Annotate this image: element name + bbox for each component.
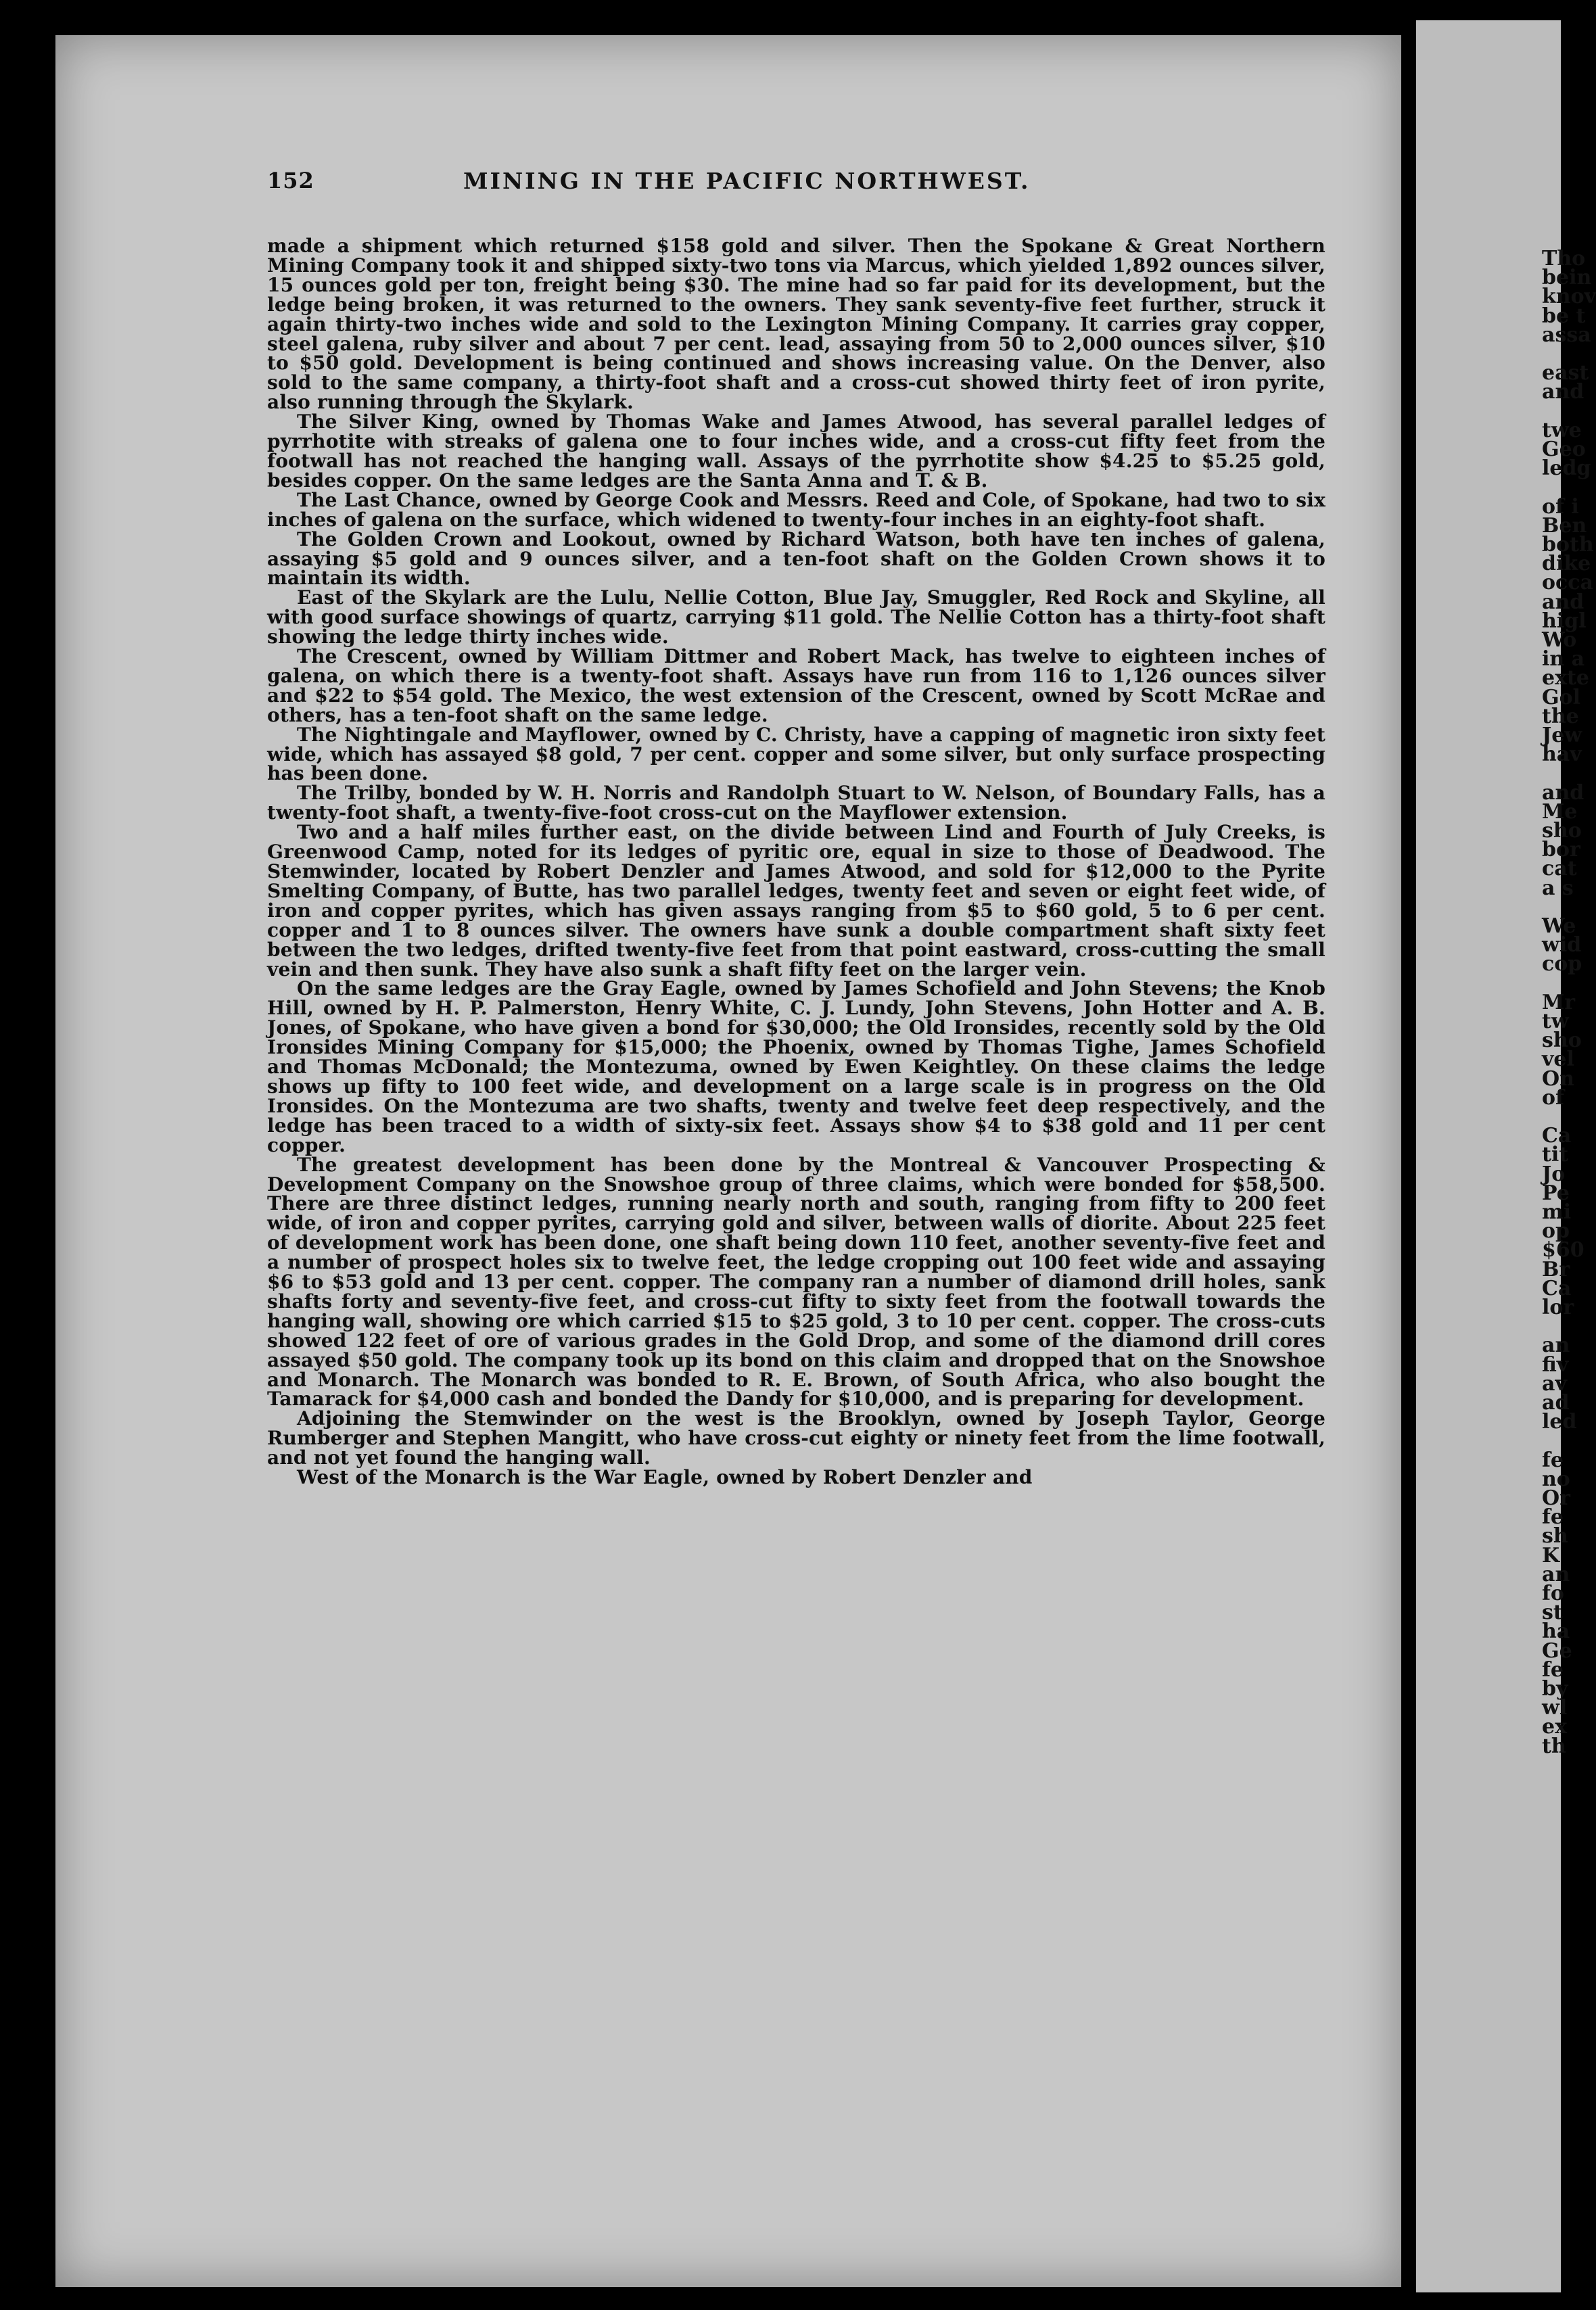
next-page-fragment: a s <box>1542 876 1574 900</box>
next-page-fragment: ad <box>1542 1391 1570 1415</box>
next-page-fragment: $60 <box>1542 1238 1585 1263</box>
next-page-fragment: and <box>1542 380 1585 404</box>
next-page-fragment: both <box>1542 533 1594 557</box>
next-page-fragment: knov <box>1542 285 1596 309</box>
next-page-fragment: vel <box>1542 1047 1574 1072</box>
paragraph: The Last Chance, owned by George Cook and Messrs. Reed and Cole, of Spokane, had two to six inches of galena on the surface, which widened to twenty-four inches in an eighty-foot shaft. <box>267 488 1325 531</box>
next-page-fragment: higl <box>1542 609 1587 633</box>
next-page-fragment: Jo <box>1542 1162 1566 1186</box>
next-page-fragment: cat <box>1542 857 1577 881</box>
next-page-fragment: Wo <box>1542 628 1577 652</box>
next-page-fragment: of <box>1542 1085 1564 1110</box>
next-page-fragment: Ca <box>1542 1124 1572 1148</box>
next-page-fragment: exte <box>1542 666 1589 690</box>
paragraph: The Golden Crown and Lookout, owned by Richard Watson, both have ten inches of galena, assaying $5 gold and 9 ounces silver, and a ten-foot shaft on the Golden Crown shows it to maintain its width. <box>267 527 1325 590</box>
next-page-fragment: wid <box>1542 933 1582 958</box>
next-page-fragment: sho <box>1542 1029 1582 1053</box>
next-page-fragment: tw <box>1542 1010 1569 1033</box>
next-page-fragment: the <box>1542 704 1579 728</box>
next-page-fragment: K <box>1542 1543 1560 1568</box>
next-page-fragment: sho <box>1542 819 1582 843</box>
next-page-fragment: op <box>1542 1219 1570 1244</box>
next-page-fragment: Or <box>1542 1486 1570 1510</box>
next-page-fragment: and <box>1542 590 1585 614</box>
next-page-fragment: fo <box>1542 1582 1564 1605</box>
next-page-fragment: fe <box>1542 1657 1564 1682</box>
next-page-fragment: On <box>1542 1066 1574 1091</box>
next-page-fragment: east <box>1542 361 1589 385</box>
next-page-fragment: led <box>1542 1410 1577 1434</box>
next-page-fragment: Pe <box>1542 1181 1570 1205</box>
next-page-fragment: occa <box>1542 571 1593 595</box>
paragraph: The Nightingale and Mayflower, owned by C. Christy, have a capping of magnetic iron sixty feet wide, which has assayed $8 gold, 7 per cent. copper and some silver, but only surface prospecting has been done. <box>267 723 1325 785</box>
next-page-fragment: Gol <box>1542 685 1581 709</box>
paragraph: made a shipment which returned $158 gold and silver. Then the Spokane & Great Northern Mining Company took it and shipped sixty-two tons via Marcus, which yielded 1,892 ounces silver, 15 ounces gold per ton, freight being $30. The mine had so far paid for its development, but the ledge being broken, it was returned to the owners. They sank seventy-five feet further, struck it again thirty-two inches wide and sold to the Lexington Mining Company. It carries gray copper, steel galena, ruby silver and about 7 per cent. lead, assaying from 50 to 2,000 ounces silver, $10 to $50 gold. Development is being continued and shows increasing value. On the Denver, also sold to the same company, a thirty-foot shaft and a cross-cut showed thirty feet of iron pyrite, also running through the Skylark. <box>267 235 1325 414</box>
next-page-fragment: by <box>1542 1677 1568 1701</box>
next-page-fragment: no <box>1542 1467 1570 1491</box>
next-page-fragment: Br <box>1542 1257 1570 1281</box>
next-page-fragment: Tho <box>1542 247 1586 270</box>
next-page-fragment: av <box>1542 1371 1567 1396</box>
next-page-fragment: Ben <box>1542 513 1587 538</box>
paragraph: On the same ledges are the Gray Eagle, owned by James Schofield and John Stevens; the Knob Hill, owned by H. P. Palmerston, Henry White, C. J. Lundy, John Stevens, John Hotter and A. B. Jones, of Spokane, who have given a bond for $30,000; the Old Ironsides, recently sold by the Old Ironsides Mining Company for $15,000; the Phoenix, owned by Thomas Tighe, James Schofield and Thomas McDonald; the Montezuma, owned by Ewen Keightley. On these claims the ledge shows up fifty to 100 feet wide, and development on a large scale is in progress on the Old Ironsides. On the Montezuma are two shafts, twenty and twelve feet deep respectively, and the ledge has been traced to a width of sixty-six feet. Assays show $4 to $38 gold and 11 per cent copper. <box>267 977 1325 1156</box>
next-page-fragment: Ca <box>1542 1276 1572 1300</box>
next-page-fragment: ha <box>1542 1620 1570 1644</box>
next-page-fragment: Mr <box>1542 990 1576 1014</box>
next-page-fragment: in a <box>1542 647 1585 671</box>
next-page-fragment: ex <box>1542 1715 1567 1739</box>
next-page-fragment: dike <box>1542 552 1591 576</box>
next-page-fragment: We <box>1542 914 1576 938</box>
paragraph: Two and a half miles further east, on the divide between Lind and Fourth of July Creeks, is Greenwood Camp, noted for its ledges of pyritic ore, equal in size to those of Deadwood. The Stemwinder, located by Robert Denzler and James Atwood, and sold for $12,000 to the Pyrite Smelting Company, of Butte, has two parallel ledges, twenty feet and seven or eight feet wide, of iron and copper pyrites, which has given assays ranging from $5 to $60 gold, 5 to 6 per cent. copper and 1 to 8 ounces silver. The owners have sunk a double compartment shaft sixty feet between the two ledges, drifted twenty-five feet from that point eastward, cross-cutting the small vein and then sunk. They have also sunk a shaft fifty feet on the larger vein. <box>267 821 1325 981</box>
next-page-fragment: ledg <box>1542 456 1591 481</box>
paragraph: The Trilby, bonded by W. H. Norris and Randolph Stuart to W. Nelson, of Boundary Falls, has a twenty-foot shaft, a twenty-five-foot cross-cut on the Mayflower extension. <box>267 782 1325 824</box>
paragraph: East of the Skylark are the Lulu, Nellie Cotton, Blue Jay, Smuggler, Red Rock and Skyline, all with good surface showings of quartz, carrying $11 gold. The Nellie Cotton has a thirty-foot shaft showing the ledge thirty inches wide. <box>267 586 1325 649</box>
next-page-fragment: an <box>1542 1334 1570 1358</box>
next-page-edge <box>1416 20 1596 2292</box>
paragraph: Adjoining the Stemwinder on the west is the Brooklyn, owned by Joseph Taylor, George Rumberger and Stephen Mangitt, who have cross-cut eighty or ninety feet from the lime footwall, and not yet found the hanging wall. <box>267 1407 1325 1469</box>
next-page-fragment: fe <box>1542 1448 1564 1472</box>
paragraph: The Silver King, owned by Thomas Wake and James Atwood, has several parallel ledges of pyrrhotite with streaks of galena one to four inches wide, and a cross-cut fifty feet from the footwall has not reached the hanging wall. Assays of the pyrrhotite show $4.25 to $5.25 gold, besides copper. On the same ledges are the Santa Anna and T. & B. <box>267 410 1325 492</box>
next-page-fragment: be t <box>1542 304 1586 328</box>
next-page-fragment: fiv <box>1542 1352 1569 1377</box>
body-text <box>267 237 1325 1488</box>
next-page-fragment: twe <box>1542 418 1582 442</box>
next-page-fragment: bein <box>1542 266 1592 290</box>
next-page-fragment: st <box>1542 1601 1563 1625</box>
next-page-fragment: Jew <box>1542 724 1582 747</box>
next-page-fragment: an <box>1542 1562 1570 1586</box>
next-page-fragment: Me <box>1542 799 1578 824</box>
next-page-fragment: mi <box>1542 1200 1572 1224</box>
running-title: MINING IN THE PACIFIC NORTHWEST. <box>463 168 1031 194</box>
next-page-fragment: assa <box>1542 323 1591 347</box>
next-page-fragment: Geo <box>1542 438 1586 461</box>
paragraph: The Crescent, owned by William Dittmer and Robert Mack, has twelve to eighteen inches of galena, on which there is a twenty-foot shaft. Assays have run from 116 to 1,126 ounces silver and $22 to $54 gold. The Mexico, the west extension of the Crescent, owned by Scott McRae and others, has a ten-foot shaft on the same ledge. <box>267 645 1325 726</box>
next-page-fragment: Ge <box>1542 1639 1572 1663</box>
next-page-fragment: sh <box>1542 1524 1568 1549</box>
page-gutter <box>1401 0 1416 2310</box>
paragraph: West of the Monarch is the War Eagle, owned by Robert Denzler and <box>297 1466 1033 1489</box>
next-page-fragment: wl <box>1542 1696 1568 1720</box>
next-page-fragment: tit <box>1542 1143 1569 1167</box>
next-page-fragment: bor <box>1542 838 1580 862</box>
next-page-fragment: lor <box>1542 1296 1574 1319</box>
paragraph: The greatest development has been done by the Montreal & Vancouver Prospecting & Development Company on the Snowshoe group of three claims, which were bonded for $58,500. There are three distinct ledges, running nearly north and south, ranging from fifty to 200 feet wide, of iron and copper pyrites, carrying gold and silver, between walls of diorite. About 225 feet of development work has been done, one shaft being down 110 feet, another seventy-five feet and a number of prospect holes six to twelve feet, the ledge cropping out 100 feet wide and assaying $6 to $53 gold and 13 per cent. copper. The company ran a number of diamond drill holes, sank shafts forty and seventy-five feet, and cross-cut fifty to sixty feet from the footwall towards the hanging wall, showing ore which carried $15 to $25 gold, 3 to 10 per cent. copper. The cross-cuts showed 122 feet of ore of various grades in the Gold Drop, and some of the diamond drill cores assayed $50 gold. The company took up its bond on this claim and dropped that on the Snowshoe and Monarch. The Monarch was bonded to R. E. Brown, of South Africa, who also bought the Tamarack for $4,000 cash and bonded the Dandy for $10,000, and is preparing for development. <box>267 1153 1325 1411</box>
next-page-fragment: hav <box>1542 742 1582 767</box>
next-page-fragment: fe <box>1542 1505 1564 1530</box>
next-page-fragment: cop <box>1542 952 1582 976</box>
next-page-fragment: of i <box>1542 494 1579 519</box>
next-page-fragment: and <box>1542 780 1585 805</box>
page-number: 152 <box>267 168 314 193</box>
page-header <box>267 168 1325 195</box>
next-page-fragment: th <box>1542 1734 1566 1758</box>
